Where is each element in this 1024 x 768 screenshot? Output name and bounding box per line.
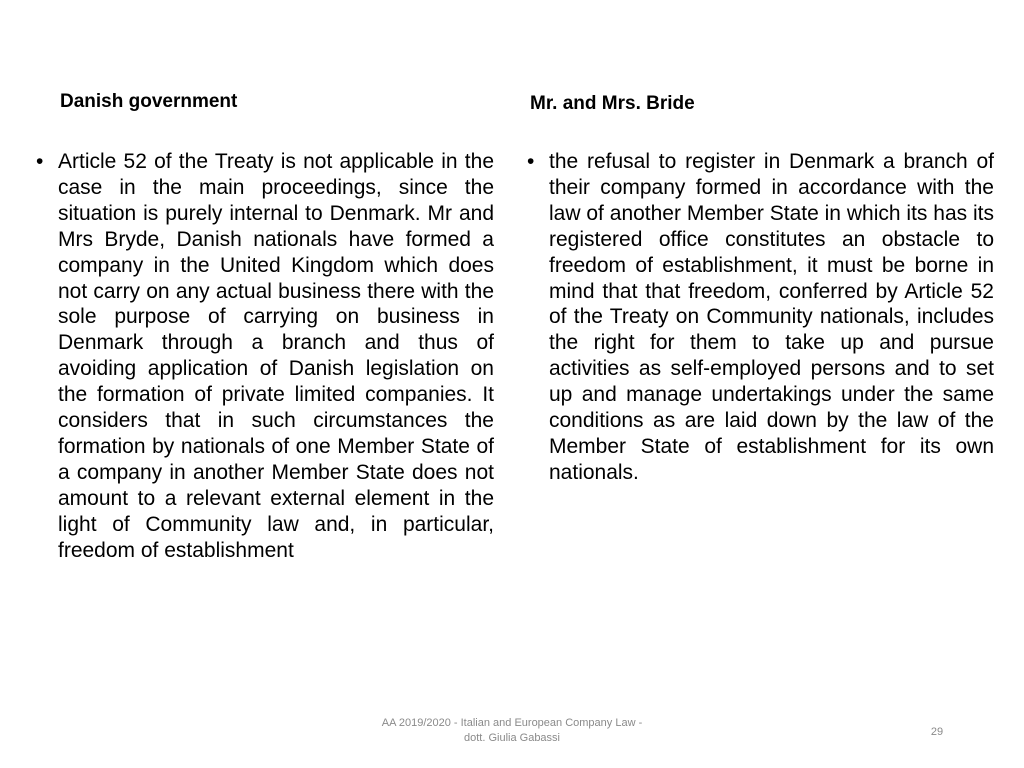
left-bullet-text: Article 52 of the Treaty is not applicable in the case in the main proceedings, since the situation is purely internal to Denmark. Mr and Mrs Bryde, Danish nationals have formed a company in the United Kingdom which does not carry on any actual business there with the sole purpose of carrying on business in Denmark through a branch and thus of avoiding application of Danish legislation on the formation of private limited companies. It considers that in such circumstances the formation by nationals of one Member State of a company in another Member State does not amount to a relevant external element in the light of Community law and, in particular, freedom of establishment [58,150,494,562]
right-bullet-text: the refusal to register in Denmark a branch of their company formed in accordance with the law of another Member State in which its has its registered office constitutes an obstacle to freedom of establishment, it must be borne in mind that that freedom, conferred by Article 52 of the Treaty on Community nationals, includes the right for them to take up and pursue activities as self-employed persons and to set up and manage undertakings under the same conditions as are laid down by the law of the Member State of establishment for its own nationals. [549,150,994,484]
footer-line-author: dott. Giulia Gabassi [464,732,560,744]
left-column-body [36,149,494,564]
footer-line-course: AA 2019/2020 - Italian and European Company Law - [381,717,643,729]
bullet-marker: • [36,150,44,173]
bullet-item [527,149,994,486]
page-number: 29 [930,726,944,738]
slide-footer [362,716,662,746]
bullet-item [36,149,494,564]
bullet-marker: • [527,150,535,173]
right-column-heading: Mr. and Mrs. Bride [530,93,695,114]
right-column-body [527,149,994,486]
left-column-heading: Danish government [60,91,238,112]
